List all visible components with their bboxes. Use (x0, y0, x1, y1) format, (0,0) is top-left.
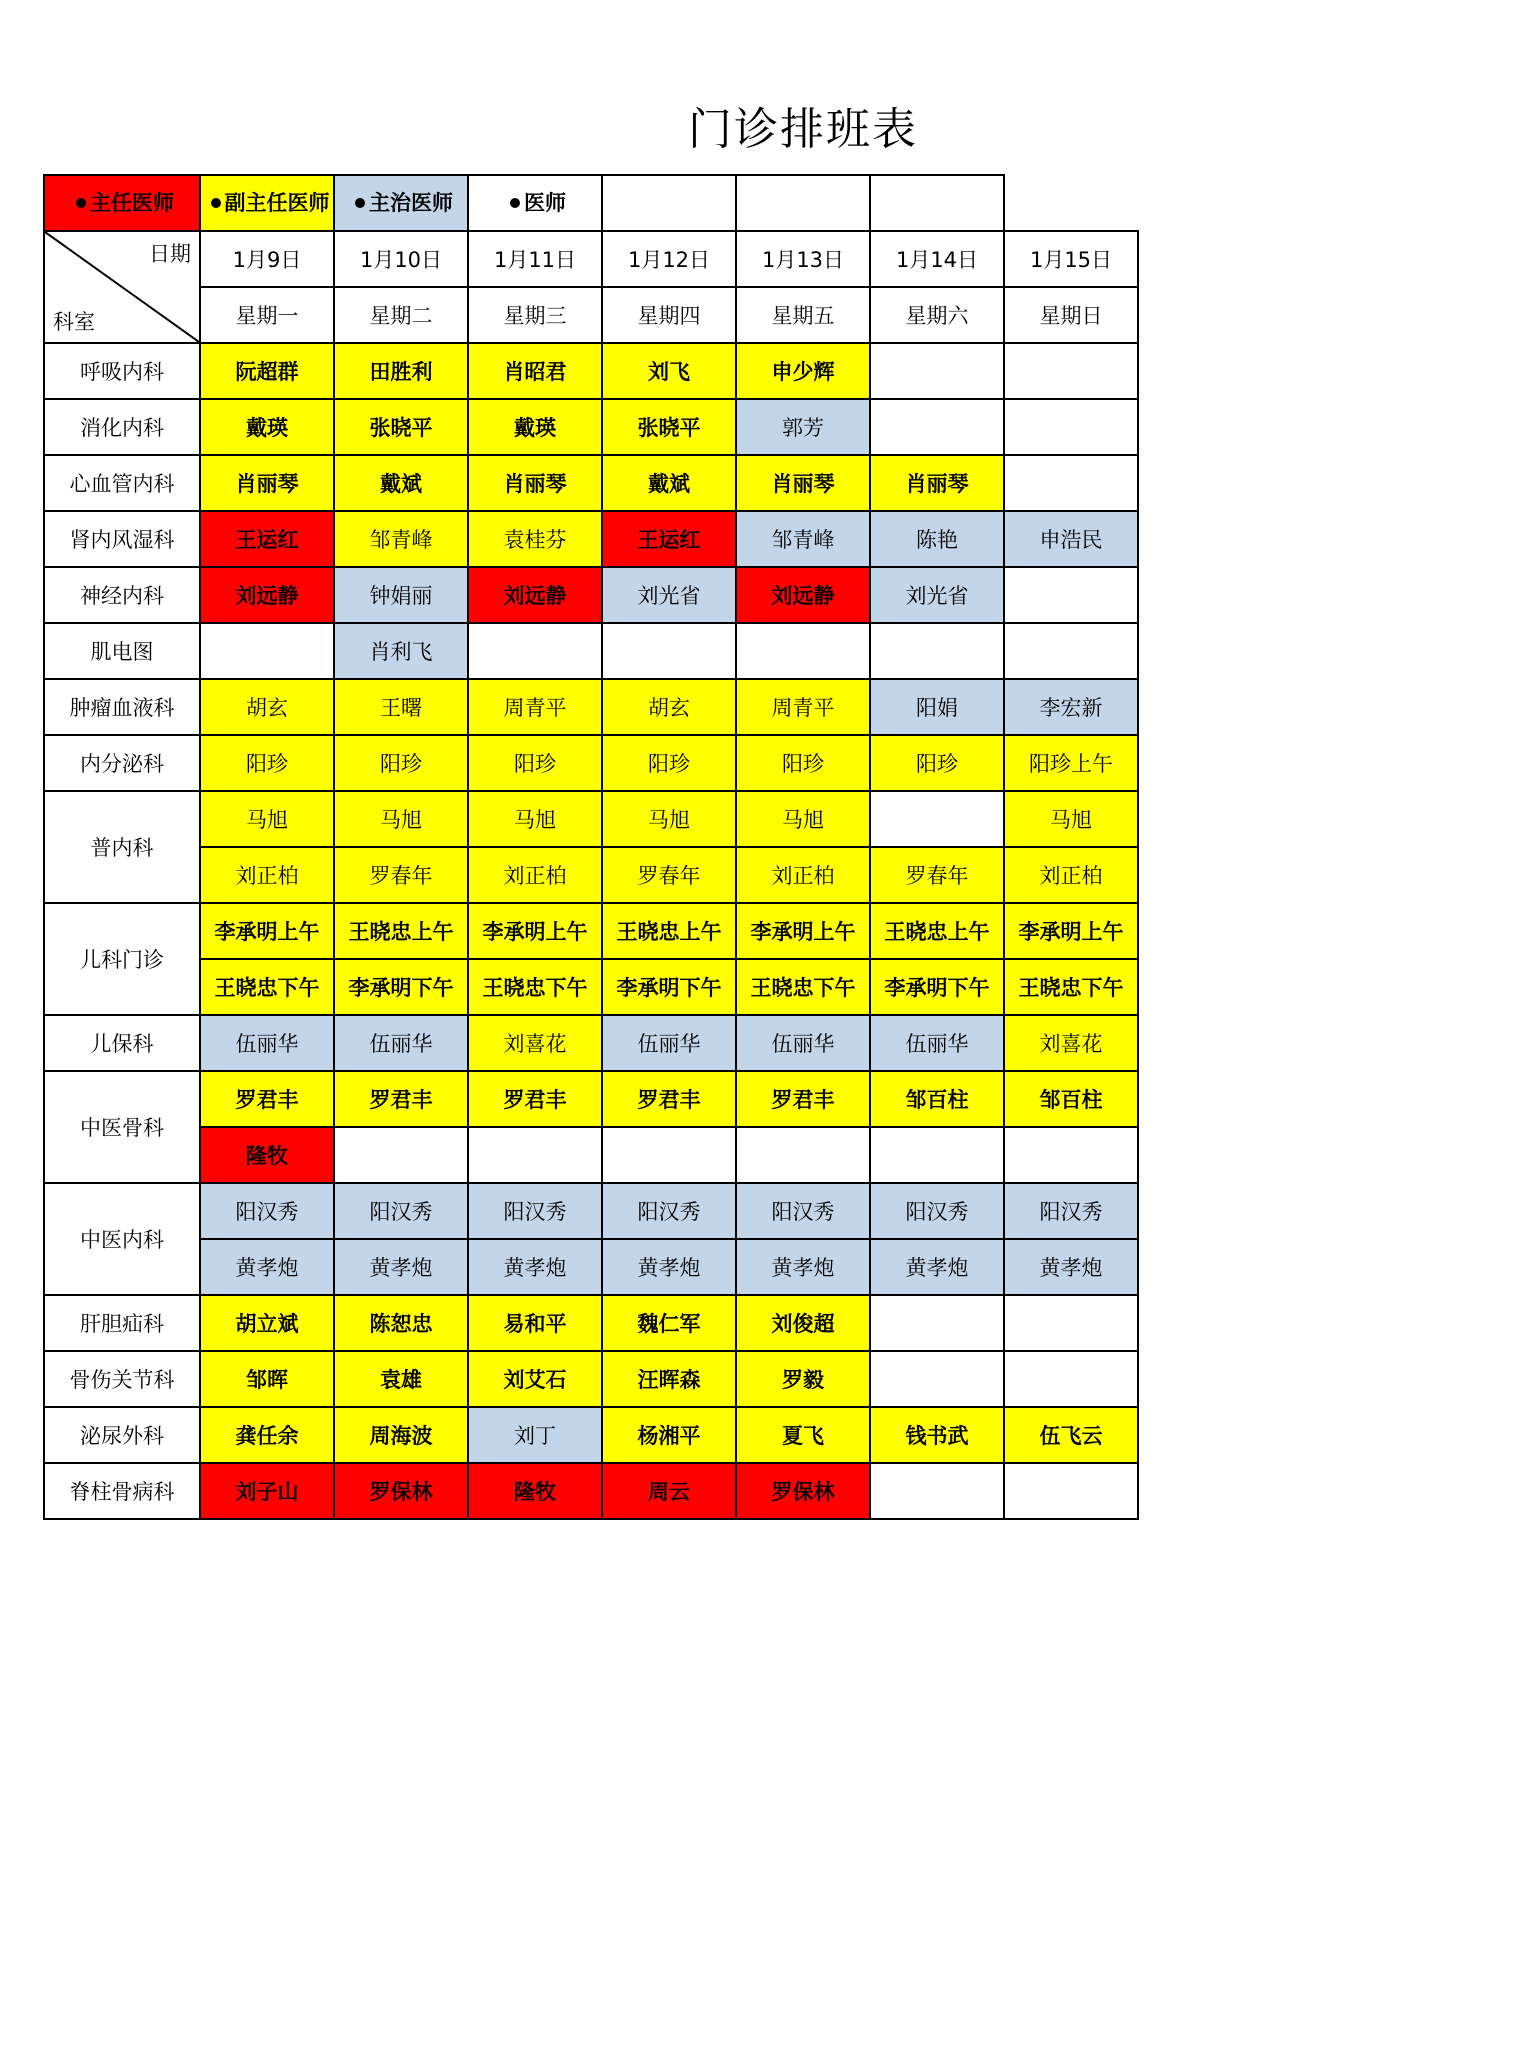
date-header-1: 1月10日 (334, 231, 468, 287)
schedule-cell: 邹青峰 (736, 511, 870, 567)
schedule-cell: 胡玄 (200, 679, 334, 735)
schedule-cell: 邹晖 (200, 1351, 334, 1407)
schedule-cell: 隆牧 (200, 1127, 334, 1183)
schedule-cell: 肖丽琴 (200, 455, 334, 511)
schedule-cell (870, 623, 1004, 679)
table-row (44, 1351, 1138, 1407)
table-row (44, 455, 1138, 511)
schedule-cell: 伍丽华 (334, 1015, 468, 1071)
schedule-cell: 罗保林 (334, 1463, 468, 1519)
date-header-4: 1月13日 (736, 231, 870, 287)
schedule-cell: 陈艳 (870, 511, 1004, 567)
schedule-cell: 魏仁军 (602, 1295, 736, 1351)
weekday-header-5: 星期六 (870, 287, 1004, 343)
weekday-header-0: 星期一 (200, 287, 334, 343)
schedule-cell: 伍飞云 (1004, 1407, 1138, 1463)
schedule-cell: 刘光省 (870, 567, 1004, 623)
schedule-cell (602, 623, 736, 679)
table-row (44, 511, 1138, 567)
schedule-cell: 罗君丰 (468, 1071, 602, 1127)
schedule-cell (1004, 623, 1138, 679)
schedule-cell: 肖丽琴 (870, 455, 1004, 511)
legend-cell-2 (334, 175, 468, 231)
schedule-cell: 黄孝炮 (334, 1239, 468, 1295)
schedule-cell: 黄孝炮 (1004, 1239, 1138, 1295)
schedule-cell: 夏飞 (736, 1407, 870, 1463)
date-header-6: 1月15日 (1004, 231, 1138, 287)
schedule-cell: 龚任余 (200, 1407, 334, 1463)
schedule-cell (736, 623, 870, 679)
schedule-cell: 马旭 (602, 791, 736, 847)
schedule-cell: 伍丽华 (736, 1015, 870, 1071)
schedule-cell: 戴斌 (602, 455, 736, 511)
department-cell: 肿瘤血液科 (44, 679, 200, 735)
table-row (44, 959, 1138, 1015)
schedule-cell (736, 1127, 870, 1183)
schedule-cell: 张晓平 (334, 399, 468, 455)
schedule-cell: 李承明下午 (334, 959, 468, 1015)
schedule-cell: 阳汉秀 (870, 1183, 1004, 1239)
department-cell: 脊柱骨病科 (44, 1463, 200, 1519)
schedule-cell: 胡立斌 (200, 1295, 334, 1351)
schedule-cell: 肖昭君 (468, 343, 602, 399)
schedule-cell: 阳珍 (468, 735, 602, 791)
schedule-cell: 周云 (602, 1463, 736, 1519)
department-cell: 儿科门诊 (44, 903, 200, 1015)
page-title: 门诊排班表 (688, 104, 918, 155)
schedule-cell: 阮超群 (200, 343, 334, 399)
schedule-cell: 李承明下午 (870, 959, 1004, 1015)
date-header-0: 1月9日 (200, 231, 334, 287)
schedule-cell: 马旭 (1004, 791, 1138, 847)
schedule-table (43, 174, 1139, 1520)
table-row (44, 1015, 1138, 1071)
legend-label: 副主任医师 (224, 190, 330, 215)
legend-cell-1 (200, 175, 334, 231)
table-row (44, 1463, 1138, 1519)
schedule-cell: 陈恕忠 (334, 1295, 468, 1351)
schedule-cell: 李宏新 (1004, 679, 1138, 735)
corner-date-label: 日期 (149, 242, 191, 266)
department-cell: 中医骨科 (44, 1071, 200, 1183)
department-cell: 骨伤关节科 (44, 1351, 200, 1407)
legend-dot-icon (76, 198, 86, 208)
schedule-cell: 黄孝炮 (602, 1239, 736, 1295)
date-row (44, 231, 1138, 287)
schedule-cell: 刘艾石 (468, 1351, 602, 1407)
legend-label: 主任医师 (90, 190, 174, 215)
table-row (44, 735, 1138, 791)
schedule-cell (1004, 1295, 1138, 1351)
schedule-cell: 钟娟丽 (334, 567, 468, 623)
legend-label: 医师 (524, 190, 566, 215)
schedule-cell: 阳汉秀 (602, 1183, 736, 1239)
schedule-cell (1004, 399, 1138, 455)
department-cell: 肝胆疝科 (44, 1295, 200, 1351)
schedule-cell: 王晓忠下午 (736, 959, 870, 1015)
table-row (44, 1071, 1138, 1127)
date-header-5: 1月14日 (870, 231, 1004, 287)
schedule-cell: 黄孝炮 (200, 1239, 334, 1295)
schedule-cell (1004, 1351, 1138, 1407)
schedule-cell: 戴瑛 (200, 399, 334, 455)
schedule-cell: 马旭 (736, 791, 870, 847)
legend-dot-icon (355, 198, 365, 208)
schedule-cell: 阳珍 (736, 735, 870, 791)
schedule-cell: 黄孝炮 (870, 1239, 1004, 1295)
weekday-header-4: 星期五 (736, 287, 870, 343)
schedule-cell: 李承明下午 (602, 959, 736, 1015)
schedule-cell: 罗君丰 (602, 1071, 736, 1127)
table-row (44, 1127, 1138, 1183)
schedule-cell: 罗春年 (334, 847, 468, 903)
weekday-row (44, 287, 1138, 343)
schedule-cell: 马旭 (468, 791, 602, 847)
schedule-cell: 肖利飞 (334, 623, 468, 679)
table-row (44, 679, 1138, 735)
schedule-cell: 申少辉 (736, 343, 870, 399)
corner-header (44, 231, 200, 343)
schedule-cell: 王晓忠下午 (468, 959, 602, 1015)
schedule-cell: 黄孝炮 (736, 1239, 870, 1295)
schedule-cell: 伍丽华 (870, 1015, 1004, 1071)
weekday-header-1: 星期二 (334, 287, 468, 343)
schedule-cell: 刘子山 (200, 1463, 334, 1519)
date-header-3: 1月12日 (602, 231, 736, 287)
department-cell: 泌尿外科 (44, 1407, 200, 1463)
table-row (44, 847, 1138, 903)
weekday-header-6: 星期日 (1004, 287, 1138, 343)
schedule-cell: 钱书武 (870, 1407, 1004, 1463)
table-row (44, 623, 1138, 679)
schedule-cell: 隆牧 (468, 1463, 602, 1519)
schedule-cell: 周青平 (468, 679, 602, 735)
date-header-2: 1月11日 (468, 231, 602, 287)
schedule-cell: 袁雄 (334, 1351, 468, 1407)
schedule-cell: 胡玄 (602, 679, 736, 735)
schedule-cell: 马旭 (334, 791, 468, 847)
weekday-header-3: 星期四 (602, 287, 736, 343)
schedule-cell: 阳汉秀 (200, 1183, 334, 1239)
schedule-cell: 戴斌 (334, 455, 468, 511)
schedule-cell (200, 623, 334, 679)
schedule-cell: 刘远静 (200, 567, 334, 623)
schedule-cell: 周青平 (736, 679, 870, 735)
schedule-cell (1004, 455, 1138, 511)
legend-dot-icon (211, 198, 221, 208)
schedule-cell: 阳珍上午 (1004, 735, 1138, 791)
table-row (44, 343, 1138, 399)
schedule-cell (870, 1127, 1004, 1183)
schedule-cell: 伍丽华 (200, 1015, 334, 1071)
legend-row (44, 175, 1138, 231)
schedule-cell: 刘远静 (468, 567, 602, 623)
schedule-cell: 李承明上午 (1004, 903, 1138, 959)
schedule-cell: 阳珍 (870, 735, 1004, 791)
schedule-cell (1004, 567, 1138, 623)
schedule-cell (870, 1295, 1004, 1351)
schedule-cell (602, 1127, 736, 1183)
schedule-cell (1004, 1463, 1138, 1519)
schedule-cell: 王运红 (200, 511, 334, 567)
schedule-cell: 刘丁 (468, 1407, 602, 1463)
schedule-cell: 罗毅 (736, 1351, 870, 1407)
schedule-cell: 刘俊超 (736, 1295, 870, 1351)
schedule-cell (870, 343, 1004, 399)
schedule-cell: 马旭 (200, 791, 334, 847)
schedule-cell: 肖丽琴 (468, 455, 602, 511)
schedule-cell: 申浩民 (1004, 511, 1138, 567)
table-row (44, 903, 1138, 959)
schedule-cell: 阳娟 (870, 679, 1004, 735)
schedule-cell: 王晓忠上午 (602, 903, 736, 959)
schedule-cell: 邹百柱 (1004, 1071, 1138, 1127)
schedule-cell: 阳珍 (602, 735, 736, 791)
schedule-cell: 王晓忠上午 (334, 903, 468, 959)
schedule-cell: 阳汉秀 (468, 1183, 602, 1239)
department-cell: 消化内科 (44, 399, 200, 455)
schedule-cell: 肖丽琴 (736, 455, 870, 511)
schedule-cell: 阳珍 (334, 735, 468, 791)
department-cell: 肾内风湿科 (44, 511, 200, 567)
schedule-cell: 刘喜花 (468, 1015, 602, 1071)
schedule-cell: 李承明上午 (200, 903, 334, 959)
department-cell: 神经内科 (44, 567, 200, 623)
schedule-cell (870, 1463, 1004, 1519)
schedule-cell: 阳汉秀 (1004, 1183, 1138, 1239)
department-cell: 儿保科 (44, 1015, 200, 1071)
schedule-cell: 刘正柏 (736, 847, 870, 903)
schedule-cell: 阳汉秀 (334, 1183, 468, 1239)
schedule-cell: 张晓平 (602, 399, 736, 455)
schedule-cell (468, 623, 602, 679)
schedule-cell: 邹百柱 (870, 1071, 1004, 1127)
department-cell: 呼吸内科 (44, 343, 200, 399)
schedule-cell: 阳汉秀 (736, 1183, 870, 1239)
table-row (44, 1407, 1138, 1463)
schedule-cell: 刘远静 (736, 567, 870, 623)
schedule-cell: 罗君丰 (334, 1071, 468, 1127)
schedule-cell: 阳珍 (200, 735, 334, 791)
schedule-cell (334, 1127, 468, 1183)
schedule-cell: 邹青峰 (334, 511, 468, 567)
schedule-cell: 刘正柏 (1004, 847, 1138, 903)
schedule-cell: 易和平 (468, 1295, 602, 1351)
schedule-cell: 王晓忠上午 (870, 903, 1004, 959)
department-cell: 肌电图 (44, 623, 200, 679)
schedule-cell: 周海波 (334, 1407, 468, 1463)
table-row (44, 567, 1138, 623)
schedule-cell (468, 1127, 602, 1183)
schedule-cell: 袁桂芬 (468, 511, 602, 567)
schedule-cell: 刘正柏 (468, 847, 602, 903)
schedule-cell: 汪晖森 (602, 1351, 736, 1407)
legend-dot-icon (510, 198, 520, 208)
department-cell: 中医内科 (44, 1183, 200, 1295)
department-cell: 心血管内科 (44, 455, 200, 511)
table-row (44, 1295, 1138, 1351)
department-cell: 内分泌科 (44, 735, 200, 791)
schedule-cell: 刘光省 (602, 567, 736, 623)
schedule-cell (870, 1351, 1004, 1407)
schedule-cell: 罗君丰 (736, 1071, 870, 1127)
legend-cell-6 (870, 175, 1004, 231)
schedule-cell: 李承明上午 (468, 903, 602, 959)
schedule-cell: 刘正柏 (200, 847, 334, 903)
schedule-cell: 黄孝炮 (468, 1239, 602, 1295)
schedule-cell: 王晓忠下午 (1004, 959, 1138, 1015)
schedule-cell: 刘飞 (602, 343, 736, 399)
weekday-header-2: 星期三 (468, 287, 602, 343)
schedule-cell: 李承明上午 (736, 903, 870, 959)
legend-cell-0 (44, 175, 200, 231)
schedule-cell (1004, 1127, 1138, 1183)
schedule-cell: 罗春年 (870, 847, 1004, 903)
schedule-cell (1004, 343, 1138, 399)
schedule-cell: 戴瑛 (468, 399, 602, 455)
schedule-cell: 罗保林 (736, 1463, 870, 1519)
table-row (44, 1239, 1138, 1295)
legend-cell-3 (468, 175, 602, 231)
schedule-cell: 伍丽华 (602, 1015, 736, 1071)
schedule-cell: 王运红 (602, 511, 736, 567)
legend-label: 主治医师 (369, 190, 453, 215)
schedule-cell: 王晓忠下午 (200, 959, 334, 1015)
schedule-cell: 杨湘平 (602, 1407, 736, 1463)
department-cell: 普内科 (44, 791, 200, 903)
schedule-cell: 王曙 (334, 679, 468, 735)
legend-cell-4 (602, 175, 736, 231)
table-row (44, 791, 1138, 847)
schedule-cell: 罗春年 (602, 847, 736, 903)
legend-cell-5 (736, 175, 870, 231)
table-row (44, 399, 1138, 455)
schedule-cell: 刘喜花 (1004, 1015, 1138, 1071)
schedule-cell: 田胜利 (334, 343, 468, 399)
schedule-cell: 罗君丰 (200, 1071, 334, 1127)
schedule-cell: 郭芳 (736, 399, 870, 455)
table-row (44, 1183, 1138, 1239)
schedule-cell (870, 791, 1004, 847)
corner-dept-label: 科室 (53, 310, 95, 334)
schedule-cell (870, 399, 1004, 455)
